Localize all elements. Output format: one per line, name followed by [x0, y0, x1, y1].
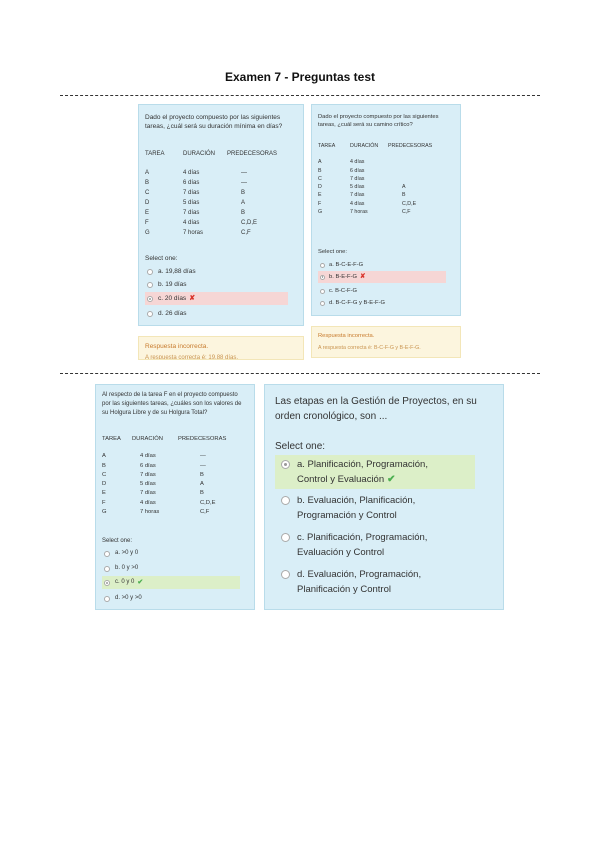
- table-row: [145, 218, 277, 228]
- option-d[interactable]: [320, 298, 450, 308]
- select-one-label: Select one:: [275, 441, 326, 452]
- radio-button[interactable]: [104, 551, 110, 557]
- table-header-cell: DURACIÓN: [132, 436, 163, 442]
- separator-middle: [60, 373, 540, 374]
- table-row: [145, 168, 277, 178]
- table-cell: 4 días: [183, 170, 200, 176]
- correct-answer-text: A respuesta correcta é: 19,88 días.: [145, 355, 239, 360]
- select-one-label: Select one:: [102, 538, 133, 544]
- table-cell: A: [318, 159, 322, 166]
- table-cell: [388, 167, 432, 175]
- table-row: [318, 158, 432, 166]
- table-cell: B: [318, 167, 322, 174]
- table-cell: 7 días: [350, 175, 365, 182]
- table-cell: C,D,E: [200, 499, 216, 506]
- table-cell: C,F: [241, 230, 251, 236]
- table-cell: [388, 158, 432, 166]
- table-cell: C: [318, 175, 322, 182]
- table-cell: F: [318, 200, 322, 207]
- table-row: [145, 208, 277, 218]
- option-a[interactable]: [104, 548, 234, 559]
- table-cell: 4 días: [140, 453, 156, 460]
- table-cell: 4 días: [350, 200, 365, 207]
- check-icon: ✔: [137, 579, 144, 586]
- table-cell: —: [241, 180, 247, 186]
- table-header-row: [102, 435, 226, 444]
- table-row: [102, 489, 226, 498]
- cross-icon: ✘: [360, 273, 366, 280]
- option-label-line-2: Evaluación y Control: [297, 547, 385, 558]
- table-cell: C: [102, 471, 107, 478]
- table-cell: B: [200, 490, 204, 497]
- table-cell: F: [145, 220, 149, 226]
- option-label-line-1: c. Planificación, Programación,: [297, 532, 428, 543]
- table-cell: A: [402, 184, 406, 191]
- table-cell: —: [200, 462, 206, 469]
- table-cell: B: [200, 471, 204, 478]
- question-2-feedback: [311, 326, 461, 358]
- select-one-label: Select one:: [145, 255, 178, 262]
- option-label: d. >0 y >0: [115, 595, 142, 601]
- option-d[interactable]: [147, 308, 287, 319]
- table-cell: 7 horas: [350, 209, 368, 216]
- table-cell: 4 días: [183, 220, 200, 226]
- option-c[interactable]: [320, 286, 450, 296]
- cross-icon: ✘: [189, 295, 196, 302]
- option-label: d. B-C-F-G y B-E-F-G: [329, 300, 386, 306]
- page-title: Examen 7 - Preguntas test: [224, 70, 376, 84]
- option-label: b. 19 días: [158, 281, 187, 288]
- option-label-line-2: Planificación y Control: [297, 584, 391, 595]
- option-b[interactable]: [281, 493, 481, 525]
- question-1-text: Dado el proyecto compuesto por las siguientes tareas, ¿cuál será su duración mínima en días?: [145, 114, 283, 130]
- table-cell: 6 días: [183, 180, 200, 186]
- table-cell: 7 horas: [140, 509, 160, 516]
- radio-button[interactable]: [147, 282, 153, 288]
- correct-answer-text: A respuesta correcta é: B-C-F-G y B-E-F-G.: [318, 345, 421, 351]
- table-cell: 5 días: [140, 481, 156, 488]
- table-cell: 4 días: [140, 499, 156, 506]
- table-row: [102, 480, 226, 489]
- option-d[interactable]: [281, 567, 481, 599]
- table-cell: —: [241, 170, 247, 176]
- option-label: a. >0 y 0: [115, 550, 139, 556]
- radio-button-selected[interactable]: [320, 275, 325, 280]
- table-cell: 7 días: [140, 471, 156, 478]
- table-cell: C,D,E: [402, 200, 417, 207]
- table-header-cell: PREDECESORAS: [388, 143, 433, 149]
- option-label: b. B-E-F-G: [329, 274, 358, 280]
- option-a[interactable]: [320, 260, 450, 270]
- table-cell: B: [145, 180, 150, 186]
- table-cell: B: [102, 462, 106, 469]
- radio-button-selected[interactable]: [104, 580, 110, 586]
- table-cell: G: [102, 509, 107, 516]
- table-cell: F: [102, 499, 106, 506]
- option-label: a. 19,88 días: [158, 268, 196, 275]
- select-one-label: Select one:: [318, 249, 348, 255]
- table-cell: D: [318, 184, 322, 191]
- table-cell: 7 días: [183, 190, 200, 196]
- table-cell: 6 días: [350, 167, 365, 174]
- option-label: c. B-C-F-G: [329, 288, 358, 294]
- option-b[interactable]: [104, 563, 234, 574]
- radio-button[interactable]: [104, 596, 110, 602]
- table-cell: 5 días: [183, 200, 200, 206]
- table-row: [102, 471, 226, 480]
- radio-button-selected[interactable]: [147, 296, 153, 302]
- feedback-text: Respuesta incorrecta.: [145, 343, 209, 350]
- table-row: [145, 188, 277, 198]
- table-header-cell: TAREA: [145, 151, 165, 157]
- option-c[interactable]: [281, 530, 481, 562]
- table-cell: B: [241, 190, 246, 196]
- option-a-selected[interactable]: [275, 455, 475, 489]
- question-2-task-table: [318, 142, 432, 216]
- table-cell: B: [241, 210, 246, 216]
- question-1-card: [138, 104, 304, 326]
- question-3-task-table: [102, 435, 226, 517]
- table-row: [102, 452, 226, 461]
- table-cell: 7 días: [350, 192, 365, 199]
- table-cell: A: [200, 481, 204, 488]
- question-3-text: Al respecto de la tarea F en el proyecto compuesto por las siguientes tareas, ¿cuáles son los valores de su Holgura Libre y de su Holgura Total?: [102, 392, 242, 416]
- table-cell: C: [145, 190, 150, 196]
- check-icon: ✔: [387, 474, 396, 485]
- option-label-line-1: d. Evaluación, Programación,: [297, 569, 422, 580]
- table-header-cell: PREDECESORAS: [227, 151, 278, 157]
- table-cell: E: [102, 490, 106, 497]
- table-cell: 4 días: [350, 159, 365, 166]
- table-row: [318, 175, 432, 183]
- table-header-cell: PREDECESORAS: [178, 436, 227, 442]
- question-1-feedback: [138, 336, 304, 360]
- radio-button[interactable]: [147, 269, 153, 275]
- radio-button[interactable]: [281, 533, 290, 542]
- table-cell: A: [145, 170, 150, 176]
- option-a[interactable]: [147, 266, 287, 277]
- option-label-line-1: a. Planificación, Programación,: [297, 459, 428, 470]
- option-b-selected[interactable]: [318, 271, 446, 283]
- option-label: c. 20 días: [158, 295, 187, 302]
- radio-button[interactable]: [147, 311, 153, 317]
- question-2-text: Dado el proyecto compuesto por las siguientes tareas, ¿cuál será su camino crítico?: [318, 114, 439, 128]
- table-row: [145, 228, 277, 238]
- option-c-selected[interactable]: [102, 576, 240, 589]
- table-cell: E: [145, 210, 150, 216]
- option-c-selected[interactable]: [145, 292, 288, 305]
- table-cell: E: [318, 192, 322, 199]
- table-cell: 5 días: [350, 184, 365, 191]
- question-4-text: Las etapas en la Gestión de Proyectos, en su orden cronológico, son ...: [275, 396, 477, 422]
- table-cell: G: [318, 209, 323, 216]
- table-row: [318, 167, 432, 175]
- question-4-card: [264, 384, 504, 610]
- table-header-cell: TAREA: [318, 143, 336, 149]
- table-cell: A: [102, 453, 106, 460]
- table-cell: 6 días: [140, 462, 156, 469]
- feedback-text: Respuesta incorrecta.: [318, 333, 375, 339]
- question-2-card: [311, 104, 461, 316]
- table-cell: B: [402, 192, 406, 199]
- table-row: [145, 178, 277, 188]
- table-row: [318, 208, 432, 216]
- table-cell: C,F: [200, 509, 210, 516]
- radio-button-selected[interactable]: [281, 460, 290, 469]
- table-cell: C,D,E: [241, 220, 258, 226]
- option-label-line-2: Control y Evaluación: [297, 474, 385, 485]
- table-header-cell: TAREA: [102, 436, 121, 442]
- option-b[interactable]: [147, 279, 287, 290]
- table-header-cell: DURACIÓN: [350, 143, 379, 149]
- table-cell: A: [241, 200, 246, 206]
- option-label: a. B-C-E-F-G: [329, 262, 364, 268]
- radio-button[interactable]: [281, 496, 290, 505]
- table-row: [102, 462, 226, 471]
- table-header-row: [145, 149, 277, 159]
- table-cell: C,F: [402, 209, 411, 216]
- table-cell: 7 días: [140, 490, 156, 497]
- option-d[interactable]: [104, 593, 234, 604]
- table-cell: 7 días: [183, 210, 200, 216]
- table-cell: D: [145, 200, 150, 206]
- table-cell: —: [200, 453, 206, 460]
- table-row: [102, 508, 226, 517]
- table-row: [318, 183, 432, 191]
- table-cell: G: [145, 230, 150, 236]
- question-3-card: [95, 384, 255, 610]
- table-cell: [388, 175, 432, 183]
- table-header-row: [318, 142, 432, 150]
- radio-button[interactable]: [320, 289, 325, 294]
- radio-button[interactable]: [320, 301, 325, 306]
- separator-top: [60, 95, 540, 96]
- table-cell: D: [102, 481, 107, 488]
- table-row: [318, 200, 432, 208]
- option-label: d. 26 días: [158, 310, 187, 317]
- option-label-line-1: b. Evaluación, Planificación,: [297, 495, 416, 506]
- table-cell: 7 horas: [183, 230, 204, 236]
- question-1-task-table: [145, 149, 277, 238]
- option-label-line-2: Programación y Control: [297, 510, 397, 521]
- option-label: b. 0 y >0: [115, 565, 139, 571]
- radio-button[interactable]: [104, 566, 110, 572]
- radio-button[interactable]: [320, 263, 325, 268]
- option-label: c. 0 y 0: [115, 579, 135, 585]
- table-row: [318, 191, 432, 199]
- table-row: [102, 499, 226, 508]
- table-header-cell: DURACIÓN: [183, 151, 216, 157]
- radio-button[interactable]: [281, 570, 290, 579]
- table-row: [145, 198, 277, 208]
